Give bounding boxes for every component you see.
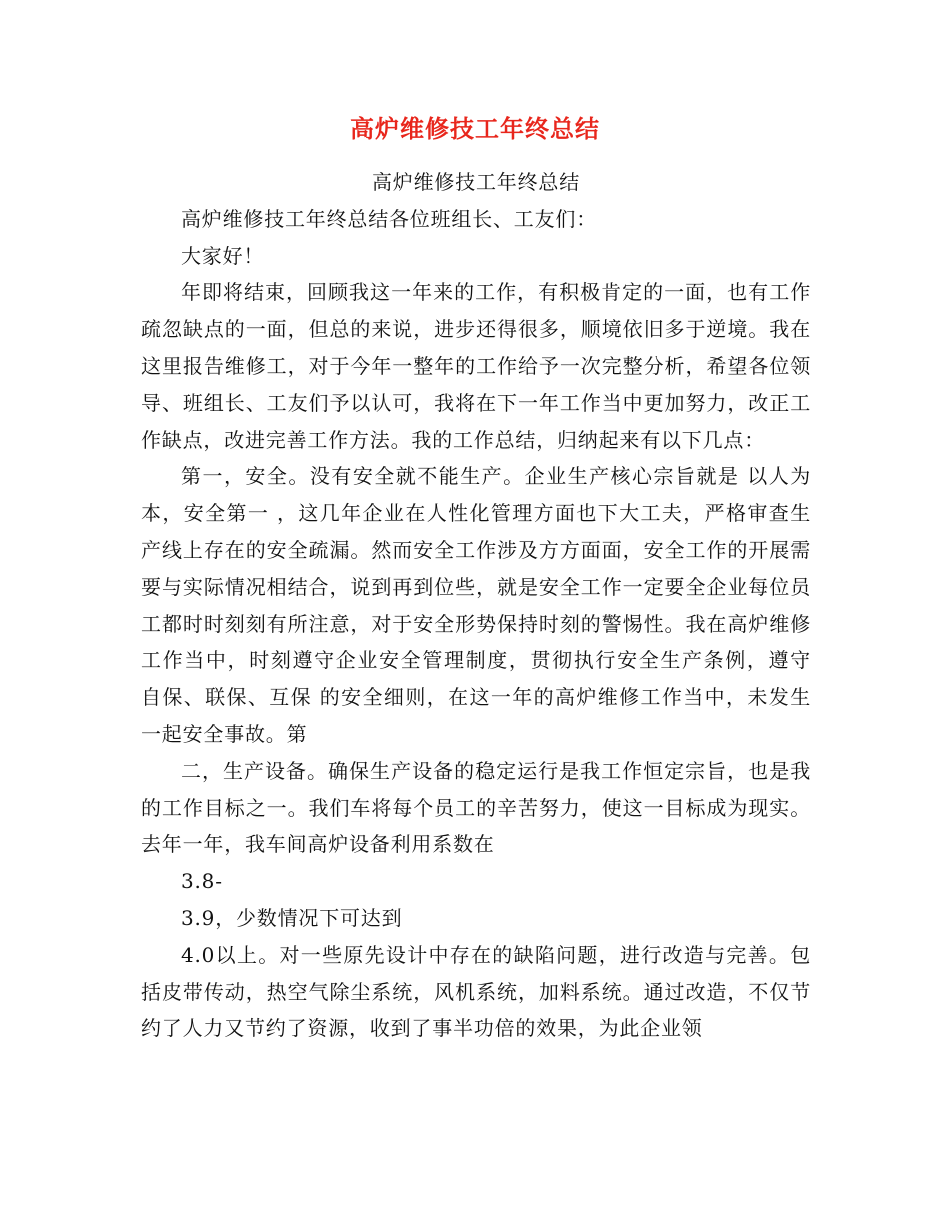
- improvement-paragraph: 4.0以上。对一些原先设计中存在的缺陷问题，进行改造与完善。包括皮带传动，热空气除尘系统，风机系统，加料系统。通过改造，不仅节约了人力又节约了资源，收到了事半功倍的效果，为此企业领: [141, 942, 811, 1041]
- salutation-paragraph: 大家好！: [181, 243, 265, 268]
- subtitle-paragraph: 高炉维修技工年终总结: [372, 170, 580, 194]
- greeting-paragraph: 高炉维修技工年终总结各位班组长、工友们：: [181, 206, 597, 231]
- safety-paragraph: 第一，安全。没有安全就不能生产。企业生产核心宗旨就是 以人为本，安全第一 ，这几年企业在人性化管理方面也下大工夫，严格审查生产线上存在的安全疏漏。然而安全工作涉及方方面面，安全工作的开展需要与实际情况相结合，说到再到位些，就是安全工作一定要全企业每位员工都时时刻刻有所注意，对于安全形势保持时刻的警惕性。我在高炉维修工作当中，时刻遵守企业安全管理制度，贯彻执行安全生产条例，遵守 自保、联保、互保 的安全细则，在这一年的高炉维修工作当中，未发生一起安全事故。第: [141, 464, 811, 746]
- equipment-paragraph: 二，生产设备。确保生产设备的稳定运行是我工作恒定宗旨，也是我的工作目标之一。我们车将每个员工的辛苦努力，使这一目标成为现实。去年一年，我车间高炉设备利用系数在: [141, 758, 811, 857]
- value-paragraph-2: 3.9，少数情况下可达到: [181, 905, 403, 930]
- value-paragraph-1: 3.8-: [181, 869, 223, 894]
- document-title: 高炉维修技工年终总结: [350, 114, 600, 143]
- intro-paragraph: 年即将结束，回顾我这一年来的工作，有积极肯定的一面，也有工作疏忽缺点的一面，但总的来说，进步还得很多，顺境依旧多于逆境。我在这里报告维修工，对于今年一整年的工作给予一次完整分析，希望各位领导、班组长、工友们予以认可，我将在下一年工作当中更加努力，改正工作缺点，改进完善工作方法。我的工作总结，归纳起来有以下几点：: [141, 280, 811, 452]
- document-body: [141, 164, 811, 1047]
